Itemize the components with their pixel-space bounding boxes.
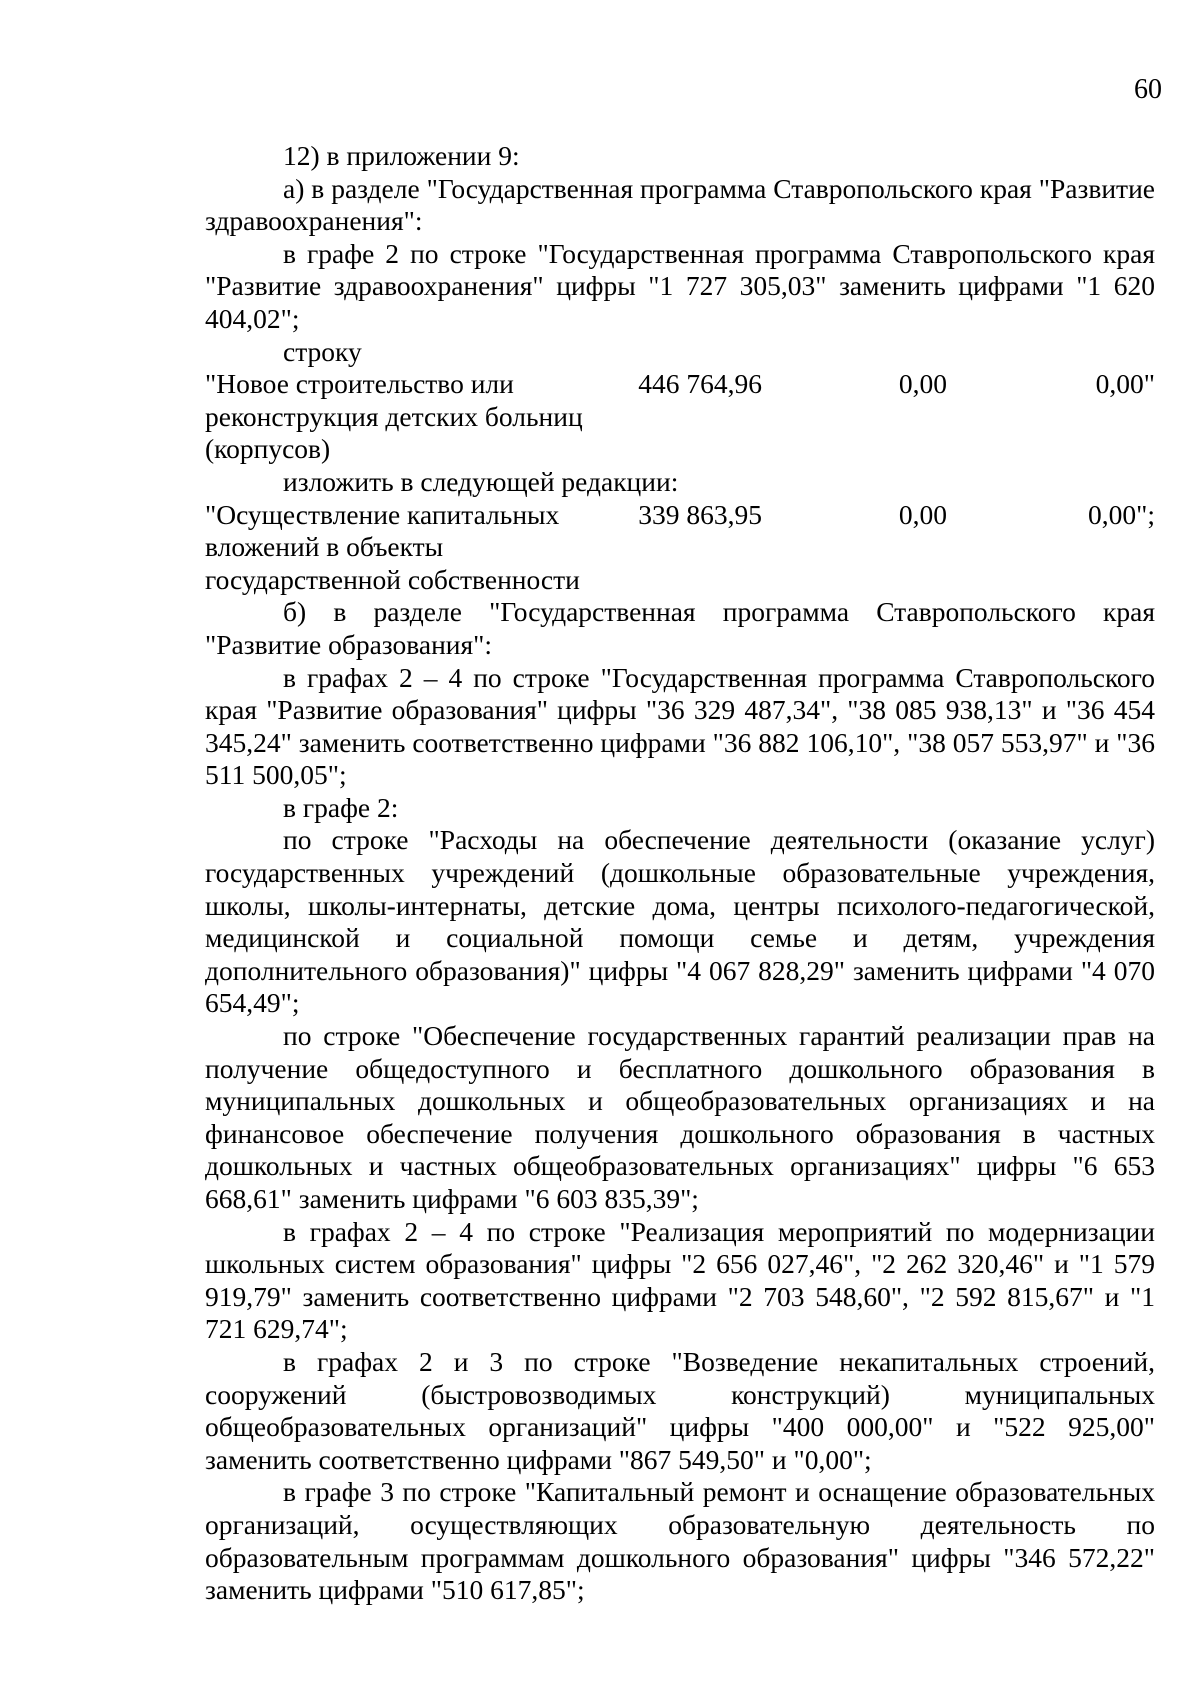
paragraph: в графах 2 – 4 по строке "Реализация мероприятий по модернизации школьных систем образования" цифры "2 656 027,46", "2 262 320,46" и "1 579 919,79" заменить соответственно цифрами "2 703 548,60", "2 592 815,67" и "1 721 629,74"; bbox=[205, 1215, 1155, 1345]
row-value-col4: 0,00"; bbox=[1088, 498, 1155, 530]
page-number: 60 bbox=[1134, 74, 1162, 105]
paragraph: по строке "Обеспечение государственных гарантий реализации прав на получение общедоступного и бесплатного дошкольного образования в муниципальных дошкольных и общеобразовательных организациях и на финансовое обеспечение получения дошкольного образования в частных дошкольных и частных общеобразовательных организациях" цифры "6 653 668,61" заменить цифрами "6 603 835,39"; bbox=[205, 1020, 1155, 1214]
table-row bbox=[205, 368, 1155, 466]
paragraph: изложить в следующей редакции: bbox=[283, 465, 679, 497]
paragraph: 12) в приложении 9: bbox=[283, 140, 520, 171]
row-name: "Осуществление капитальных вложений в объекты государственной собственности bbox=[205, 498, 580, 595]
paragraph: в графе 2: bbox=[283, 791, 399, 823]
paragraph: в графе 2 по строке "Государственная программа Ставропольского края "Развитие здравоохранения" цифры "1 727 305,03" заменить цифрами "1 620 404,02"; bbox=[205, 237, 1155, 334]
row-value-col3: 0,00 bbox=[898, 498, 947, 530]
paragraph: в графах 2 – 4 по строке "Государственная программа Ставропольского края "Развитие образования" цифры "36 329 487,34", "38 085 938,13" и "36 454 345,24" заменить соответственно цифрами "36 882 106,10", "38 057 553,97" и "36 511 500,05"; bbox=[205, 661, 1155, 791]
row-value-col2: 339 863,95 bbox=[638, 498, 762, 530]
paragraph: в графах 2 и 3 по строке "Возведение некапитальных строений, сооружений (быстровозводимых конструкций) муниципальных общеобразовательных организаций" цифры "400 000,00" и "522 925,00" заменить соответственно цифрами "867 549,50" и "0,00"; bbox=[205, 1345, 1155, 1475]
paragraph: по строке "Расходы на обеспечение деятельности (оказание услуг) государственных учреждений (дошкольные образовательные учреждения, школы, школы-интернаты, детские дома, центры психолого-педагогической, медицинской и социальной помощи семье и детям, учреждения дополнительного образования)" цифры "4 067 828,29" заменить цифрами "4 070 654,49"; bbox=[205, 824, 1155, 1019]
row-value-col3: 0,00 bbox=[898, 368, 947, 400]
paragraph: а) в разделе "Государственная программа Ставропольского края "Развитие здравоохранения": bbox=[205, 172, 1155, 237]
document-body bbox=[205, 140, 1155, 1607]
paragraph: строку bbox=[283, 335, 362, 367]
row-name: "Новое строительство или реконструкция детских больниц (корпусов) bbox=[205, 368, 583, 465]
table-row bbox=[205, 499, 1155, 597]
paragraph: б) в разделе "Государственная программа Ставропольского края "Развитие образования": bbox=[205, 596, 1155, 660]
row-value-col2: 446 764,96 bbox=[638, 368, 762, 400]
paragraph: в графе 3 по строке "Капитальный ремонт и оснащение образовательных организаций, осуществляющих образовательную деятельность по образовательным программам дошкольного образования" цифры "346 572,22" заменить цифрами "510 617,85"; bbox=[205, 1476, 1155, 1606]
row-value-col4: 0,00" bbox=[1095, 368, 1155, 400]
